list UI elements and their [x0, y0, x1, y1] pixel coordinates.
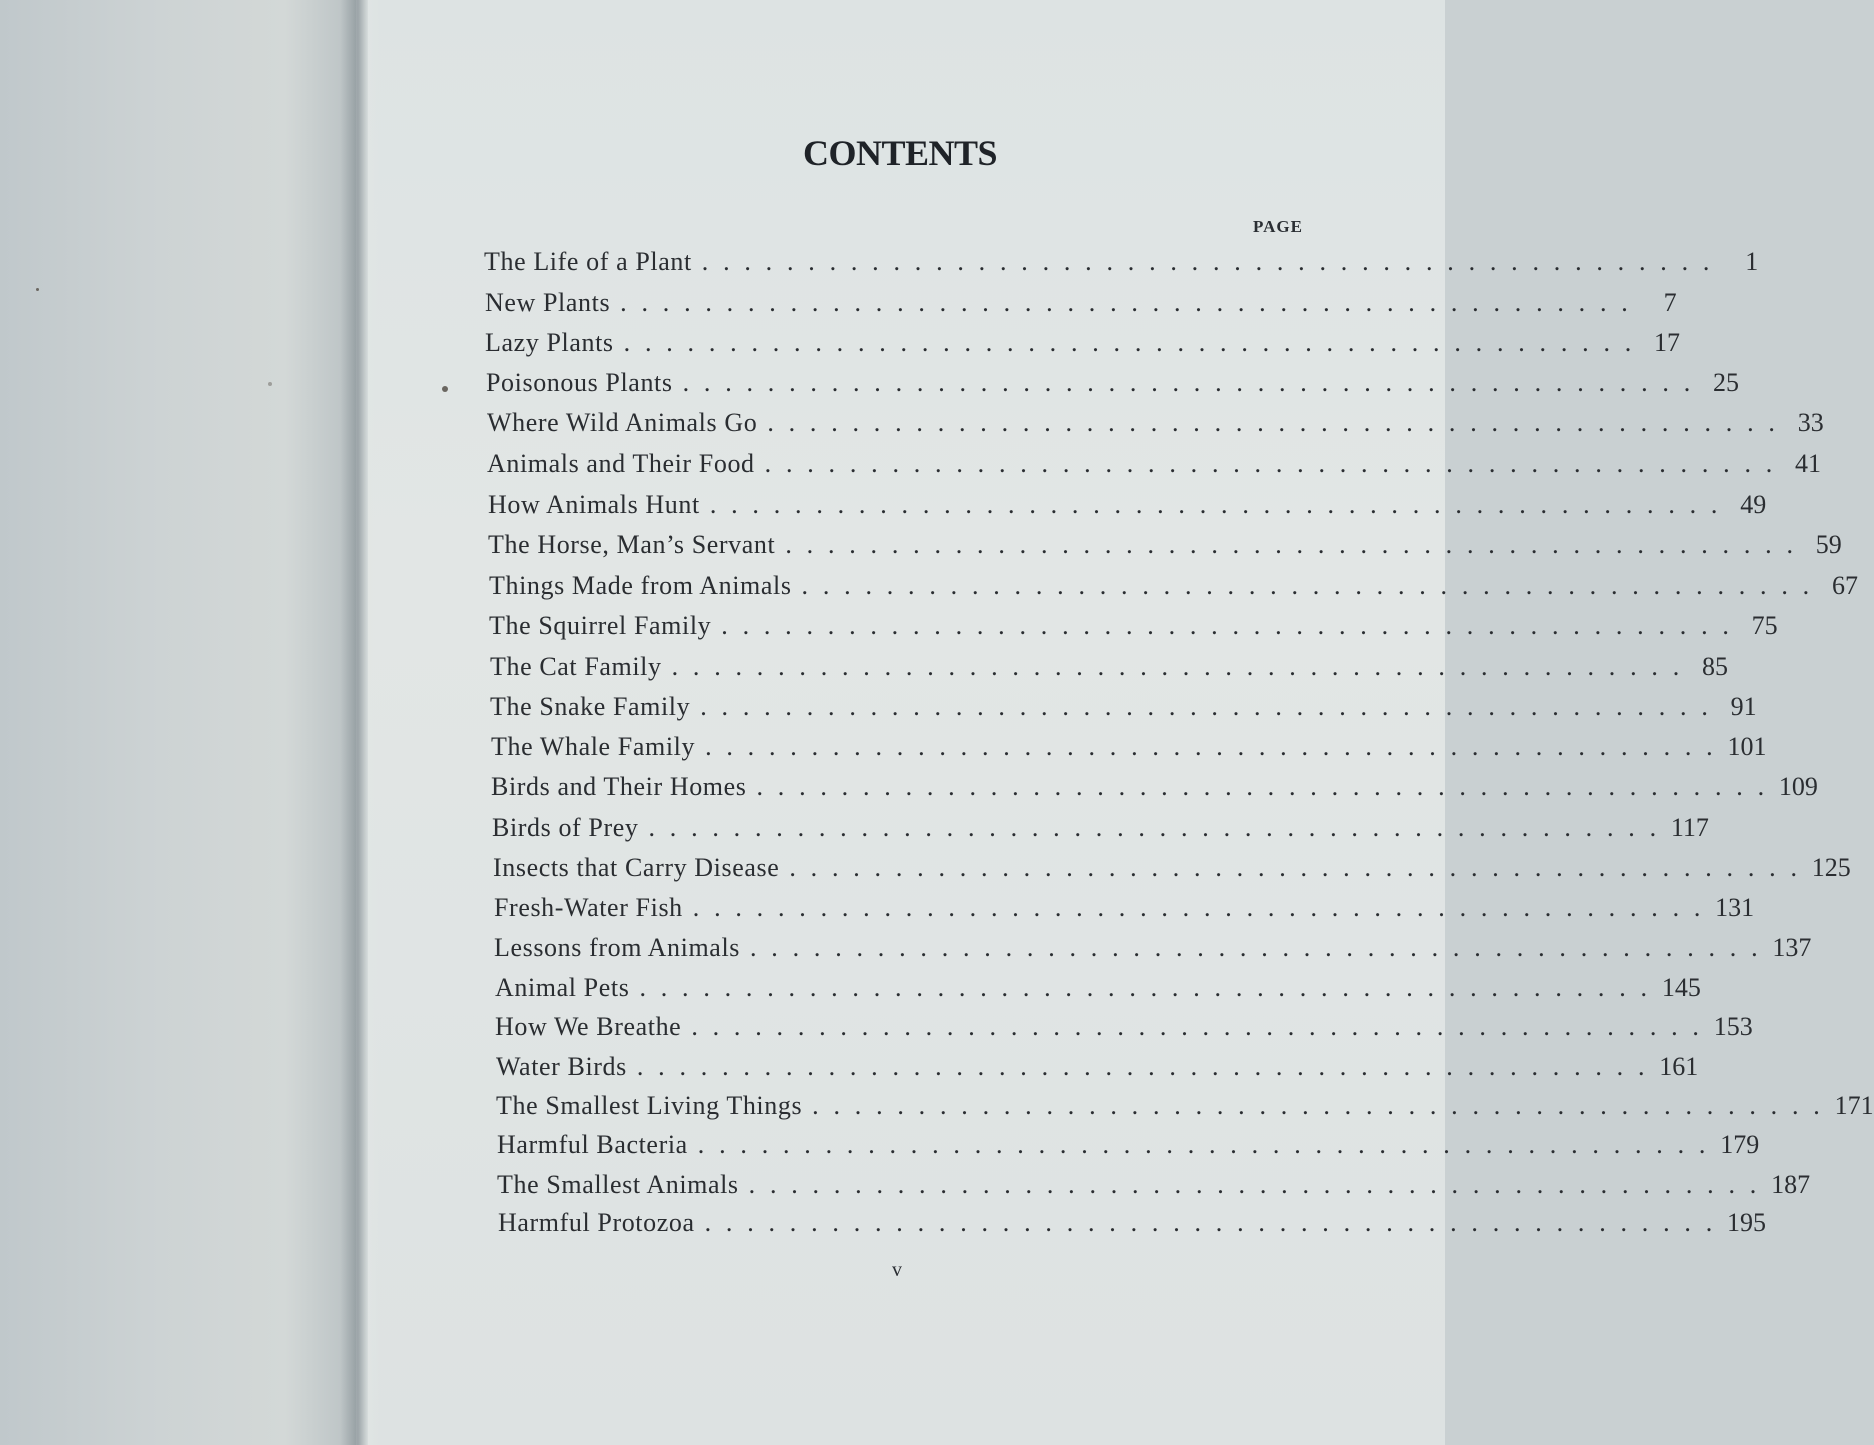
dot-leader: ................................................ [709, 490, 1733, 519]
page-number: 195 [1727, 1208, 1767, 1237]
chapter-title: Lessons from Animals [494, 933, 740, 962]
dot-leader: ................................................ [704, 1208, 1728, 1237]
dot-leader: ................................................ [756, 772, 1779, 801]
contents-entry [484, 247, 1759, 287]
chapter-title: Harmful Bacteria [497, 1130, 688, 1159]
dot-leader: ................................................ [801, 571, 1824, 600]
page-number: 41 [1795, 449, 1822, 478]
chapter-title: Animal Pets [495, 973, 630, 1002]
chapter-title: Lazy Plants [485, 328, 614, 357]
page-number: 75 [1751, 611, 1778, 640]
dot-leader: ................................................ [764, 449, 1788, 478]
contents-entry [492, 813, 1709, 853]
page-number: 187 [1771, 1170, 1811, 1199]
contents-title: CONTENTS [802, 133, 998, 173]
contents-entry [488, 490, 1767, 530]
chapter-title: The Life of a Plant [484, 247, 692, 276]
page-number: 67 [1831, 571, 1858, 600]
page-number: 17 [1654, 328, 1681, 357]
contents-entry [485, 288, 1677, 328]
contents-entry [485, 328, 1681, 368]
dot-leader: ................................................ [692, 893, 1716, 922]
chapter-title: How We Breathe [495, 1012, 682, 1041]
contents-entry [491, 732, 1767, 772]
page-folio: v [892, 1259, 902, 1281]
chapter-title: New Plants [485, 288, 611, 317]
dot-leader: ................................................ [701, 247, 1725, 276]
contents-entry [486, 368, 1739, 408]
dot-leader: ................................................ [697, 1130, 1721, 1159]
page-number: 117 [1670, 813, 1709, 842]
dot-leader: ................................................ [750, 933, 1773, 962]
page-number: 171 [1834, 1091, 1874, 1120]
page-number: 1 [1745, 247, 1759, 276]
page-number: 161 [1659, 1052, 1699, 1081]
chapter-title: How Animals Hunt [488, 490, 700, 519]
contents-entry [494, 933, 1812, 973]
contents-entry [488, 530, 1842, 570]
page-number: 25 [1713, 368, 1739, 397]
contents-entry [495, 1012, 1753, 1052]
dot-leader: ................................................ [636, 1052, 1660, 1081]
chapter-title: Animals and Their Food [487, 449, 755, 478]
contents-entry [487, 408, 1824, 448]
contents-entry [489, 611, 1778, 651]
contents-entry [493, 853, 1851, 893]
page-number: 131 [1715, 893, 1755, 922]
page-number: 91 [1730, 692, 1757, 721]
page-column-header: PAGE [1253, 217, 1303, 236]
dot-leader: ................................................ [682, 368, 1705, 397]
contents-entry [494, 893, 1755, 933]
page-number: 145 [1661, 973, 1701, 1002]
page-number: 59 [1815, 530, 1842, 559]
contents-entry [487, 449, 1822, 489]
chapter-title: Things Made from Animals [489, 571, 792, 600]
dot-leader: ................................................ [620, 288, 1643, 317]
dot-leader: ................................................ [721, 611, 1744, 640]
dot-leader: ................................................ [648, 813, 1671, 842]
page-number: 101 [1727, 732, 1767, 761]
chapter-title: The Squirrel Family [489, 611, 712, 640]
dot-leader: ................................................ [812, 1091, 1835, 1120]
page-number: 153 [1713, 1012, 1753, 1041]
chapter-title: The Smallest Living Things [496, 1091, 803, 1120]
dot-leader: ................................................ [785, 530, 1808, 559]
page-number: 7 [1663, 288, 1677, 317]
chapter-title: Fresh-Water Fish [494, 893, 683, 922]
chapter-title: Insects that Carry Disease [493, 853, 780, 882]
dot-leader: ................................................ [705, 732, 1728, 761]
contents-entry [498, 1208, 1767, 1248]
contents-entry [490, 692, 1757, 732]
chapter-title: The Horse, Man’s Servant [488, 530, 776, 559]
contents-entry [495, 973, 1701, 1013]
dot-leader: ................................................ [767, 408, 1790, 437]
contents-entry [496, 1052, 1699, 1092]
chapter-title: The Cat Family [490, 652, 662, 681]
dot-leader: ................................................ [671, 652, 1695, 681]
contents-entry [491, 772, 1818, 812]
page-number: 179 [1720, 1130, 1760, 1159]
page-number: 125 [1811, 853, 1851, 882]
page-number: 85 [1702, 652, 1729, 681]
dot-leader: ................................................ [691, 1012, 1714, 1041]
chapter-title: Poisonous Plants [486, 368, 673, 397]
chapter-title: Harmful Protozoa [498, 1208, 695, 1237]
dot-leader: ................................................ [700, 692, 1723, 721]
dot-leader: ................................................ [789, 853, 1812, 882]
contents-entry [497, 1170, 1811, 1210]
chapter-title: The Snake Family [490, 692, 691, 721]
contents-entry [489, 571, 1858, 611]
chapter-title: The Smallest Animals [497, 1170, 739, 1199]
dot-leader: ................................................ [623, 328, 1647, 357]
page-number: 33 [1797, 408, 1824, 437]
contents-entry [490, 652, 1729, 692]
chapter-title: Birds and Their Homes [491, 772, 747, 801]
contents-entry [496, 1091, 1874, 1131]
dot-leader: ................................................ [639, 973, 1662, 1002]
chapter-title: Birds of Prey [492, 813, 639, 842]
page-number: 137 [1772, 933, 1812, 962]
page-number: 49 [1740, 490, 1767, 519]
dot-leader: ................................................ [748, 1170, 1772, 1199]
chapter-title: Where Wild Animals Go [487, 408, 758, 437]
chapter-title: The Whale Family [491, 732, 696, 761]
page-number: 109 [1778, 772, 1818, 801]
contents-entry [497, 1130, 1760, 1170]
chapter-title: Water Birds [496, 1052, 627, 1081]
